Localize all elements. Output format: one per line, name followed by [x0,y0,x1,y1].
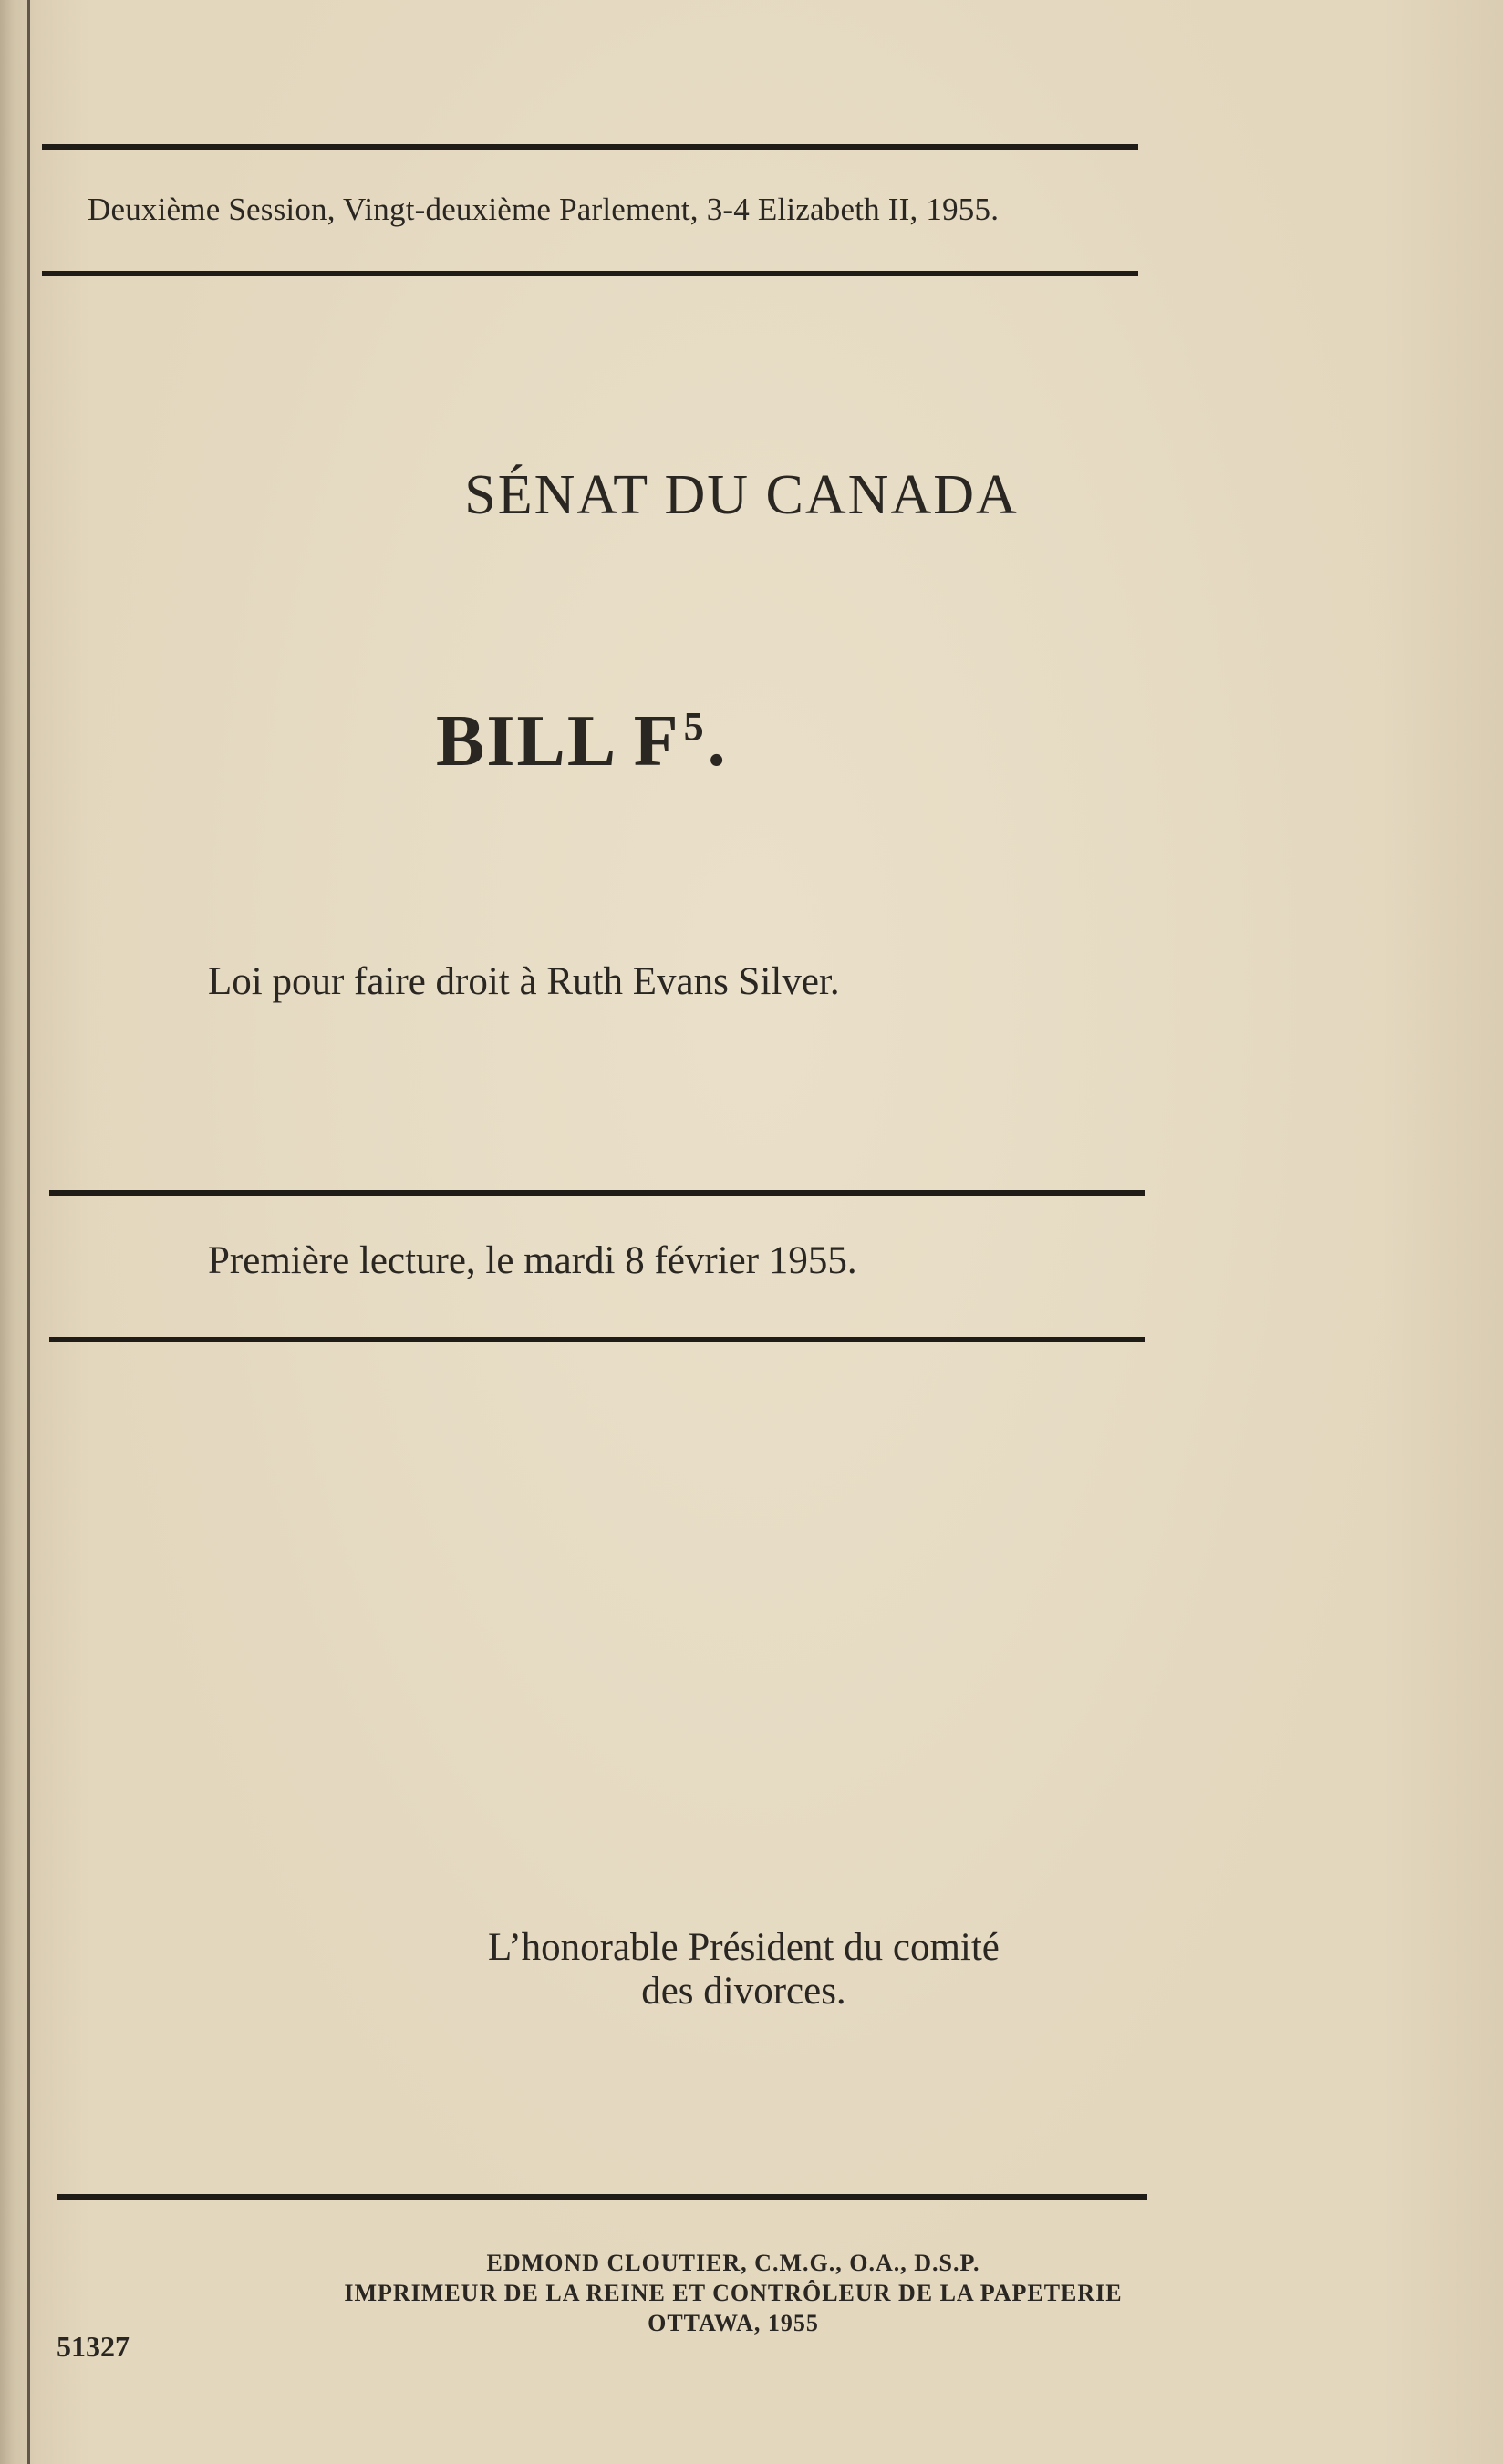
printer-name: EDMOND CLOUTIER, C.M.G., O.A., D.S.P. [486,2250,980,2276]
session-rule [42,271,1138,276]
print-number: 51327 [57,2330,130,2363]
bill-trailing: . [707,701,728,782]
sponsor [488,1926,1000,2014]
chamber-title [0,463,1503,528]
bill-title: Loi pour faire droit à Ruth Evans Silver. [208,960,840,1003]
first-reading: Première lecture, le mardi 8 février 1955. [208,1239,857,1282]
sponsor-line-2: des divorces. [641,1970,846,2013]
reading-top-rule [49,1190,1145,1196]
session-line: Deuxième Session, Vingt-deuxième Parlement, 3-4 Elizabeth II, 1955. [88,192,1000,227]
binding-line [27,0,30,2464]
binding-edge [0,0,36,2464]
bill-superscript: 5 [683,704,706,749]
reading-bottom-rule [49,1337,1145,1342]
top-rule [42,144,1138,150]
printer-title: IMPRIMEUR DE LA REINE ET CONTRÔLEUR DE LA PAPETERIE [344,2280,1123,2306]
printer-imprint [0,2248,1503,2338]
chamber-title-text: SÉNAT DU CANADA [464,464,1019,526]
bill-label: BILL F [436,701,680,782]
sponsor-line-1: L’honorable Président du comité [488,1926,1000,1969]
printer-rule [57,2194,1147,2200]
bill-number [436,700,728,783]
printer-place-year: OTTAWA, 1955 [648,2310,819,2336]
